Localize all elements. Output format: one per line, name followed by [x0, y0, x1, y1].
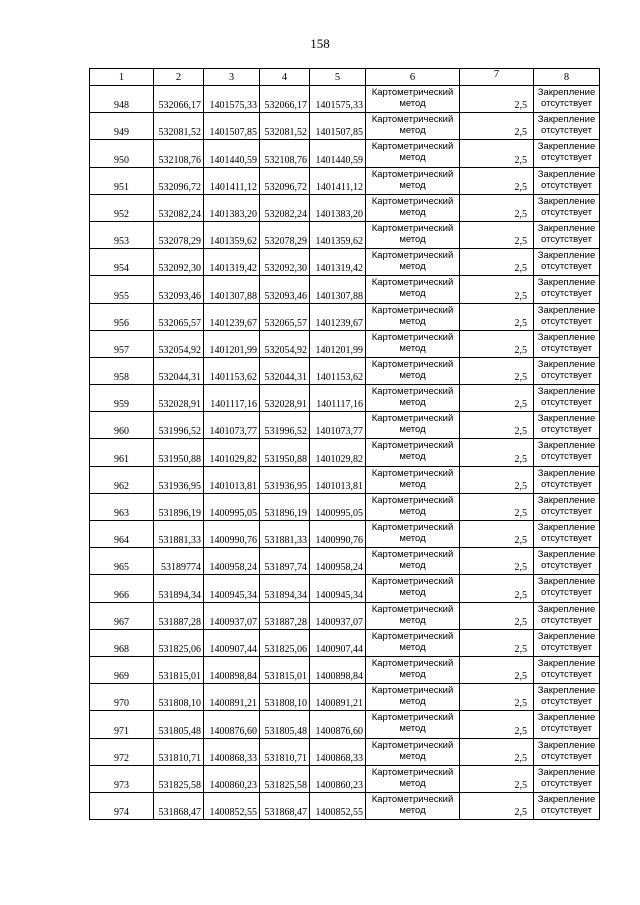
- table-row: [90, 711, 600, 738]
- y-coordinate-cell: 1400852,55: [204, 792, 260, 819]
- y-coordinate-cell: 1401117,16: [204, 385, 260, 412]
- x-coordinate-cell: 531825,58: [260, 765, 310, 792]
- method-cell: Картометрический метод: [366, 86, 460, 113]
- y-coordinate-cell: 1401411,12: [310, 167, 366, 194]
- fixing-cell: Закрепление отсутствует: [534, 629, 600, 656]
- y-coordinate-cell: 1400860,23: [204, 765, 260, 792]
- x-coordinate-cell: 531996,52: [154, 412, 204, 439]
- table-row: [90, 276, 600, 303]
- y-coordinate-cell: 1400868,33: [204, 738, 260, 765]
- accuracy-cell: 2,5: [460, 249, 534, 276]
- table-row: [90, 738, 600, 765]
- x-coordinate-cell: 532054,92: [260, 330, 310, 357]
- table-row: [90, 466, 600, 493]
- y-coordinate-cell: 1400907,44: [204, 629, 260, 656]
- y-coordinate-cell: 1401507,85: [204, 113, 260, 140]
- table-row: [90, 303, 600, 330]
- method-cell: Картометрический метод: [366, 466, 460, 493]
- fixing-cell: Закрепление отсутствует: [534, 167, 600, 194]
- method-cell: Картометрический метод: [366, 357, 460, 384]
- x-coordinate-cell: 531825,06: [260, 629, 310, 656]
- y-coordinate-cell: 1400898,84: [310, 656, 366, 683]
- point-number-cell: 961: [90, 439, 154, 466]
- fixing-cell: Закрепление отсутствует: [534, 602, 600, 629]
- y-coordinate-cell: 1401201,99: [310, 330, 366, 357]
- x-coordinate-cell: 531881,33: [154, 521, 204, 548]
- table-row: [90, 221, 600, 248]
- fixing-cell: Закрепление отсутствует: [534, 140, 600, 167]
- fixing-cell: Закрепление отсутствует: [534, 684, 600, 711]
- table-row: [90, 412, 600, 439]
- x-coordinate-cell: 531894,34: [154, 575, 204, 602]
- y-coordinate-cell: 1400898,84: [204, 656, 260, 683]
- y-coordinate-cell: 1401575,33: [204, 86, 260, 113]
- y-coordinate-cell: 1401359,62: [310, 221, 366, 248]
- table-row: [90, 194, 600, 221]
- column-header: 6: [366, 69, 460, 86]
- accuracy-cell: 2,5: [460, 602, 534, 629]
- y-coordinate-cell: 1401319,42: [310, 249, 366, 276]
- point-number-cell: 964: [90, 521, 154, 548]
- point-number-cell: 951: [90, 167, 154, 194]
- x-coordinate-cell: 531950,88: [154, 439, 204, 466]
- accuracy-cell: 2,5: [460, 412, 534, 439]
- table-row: [90, 86, 600, 113]
- accuracy-cell: 2,5: [460, 303, 534, 330]
- table-row: [90, 792, 600, 819]
- x-coordinate-cell: 531805,48: [154, 711, 204, 738]
- y-coordinate-cell: 1400958,24: [310, 548, 366, 575]
- x-coordinate-cell: 532081,52: [260, 113, 310, 140]
- method-cell: Картометрический метод: [366, 303, 460, 330]
- y-coordinate-cell: 1401029,82: [310, 439, 366, 466]
- x-coordinate-cell: 532092,30: [154, 249, 204, 276]
- method-cell: Картометрический метод: [366, 521, 460, 548]
- x-coordinate-cell: 531825,58: [154, 765, 204, 792]
- x-coordinate-cell: 532092,30: [260, 249, 310, 276]
- table-row: [90, 357, 600, 384]
- accuracy-cell: 2,5: [460, 113, 534, 140]
- method-cell: Картометрический метод: [366, 629, 460, 656]
- method-cell: Картометрический метод: [366, 412, 460, 439]
- fixing-cell: Закрепление отсутствует: [534, 412, 600, 439]
- x-coordinate-cell: 531808,10: [260, 684, 310, 711]
- y-coordinate-cell: 1401201,99: [204, 330, 260, 357]
- y-coordinate-cell: 1400995,05: [310, 493, 366, 520]
- x-coordinate-cell: 531881,33: [260, 521, 310, 548]
- column-header: 3: [204, 69, 260, 86]
- table-row: [90, 521, 600, 548]
- x-coordinate-cell: 532054,92: [154, 330, 204, 357]
- table-row: [90, 493, 600, 520]
- x-coordinate-cell: 532096,72: [260, 167, 310, 194]
- fixing-cell: Закрепление отсутствует: [534, 194, 600, 221]
- fixing-cell: Закрепление отсутствует: [534, 493, 600, 520]
- y-coordinate-cell: 1401153,62: [310, 357, 366, 384]
- point-number-cell: 965: [90, 548, 154, 575]
- x-coordinate-cell: 532093,46: [260, 276, 310, 303]
- fixing-cell: Закрепление отсутствует: [534, 792, 600, 819]
- fixing-cell: Закрепление отсутствует: [534, 656, 600, 683]
- x-coordinate-cell: 531887,28: [260, 602, 310, 629]
- accuracy-cell: 2,5: [460, 385, 534, 412]
- point-number-cell: 970: [90, 684, 154, 711]
- method-cell: Картометрический метод: [366, 221, 460, 248]
- y-coordinate-cell: 1401307,88: [204, 276, 260, 303]
- x-coordinate-cell: 532082,24: [260, 194, 310, 221]
- x-coordinate-cell: 531996,52: [260, 412, 310, 439]
- y-coordinate-cell: 1400990,76: [310, 521, 366, 548]
- x-coordinate-cell: 531808,10: [154, 684, 204, 711]
- accuracy-cell: 2,5: [460, 357, 534, 384]
- method-cell: Картометрический метод: [366, 385, 460, 412]
- y-coordinate-cell: 1400891,21: [310, 684, 366, 711]
- y-coordinate-cell: 1401013,81: [204, 466, 260, 493]
- y-coordinate-cell: 1400937,07: [310, 602, 366, 629]
- x-coordinate-cell: 532082,24: [154, 194, 204, 221]
- method-cell: Картометрический метод: [366, 439, 460, 466]
- point-number-cell: 966: [90, 575, 154, 602]
- x-coordinate-cell: 532028,91: [154, 385, 204, 412]
- y-coordinate-cell: 1401319,42: [204, 249, 260, 276]
- y-coordinate-cell: 1400958,24: [204, 548, 260, 575]
- x-coordinate-cell: 531810,71: [260, 738, 310, 765]
- table-row: [90, 548, 600, 575]
- point-number-cell: 962: [90, 466, 154, 493]
- fixing-cell: Закрепление отсутствует: [534, 303, 600, 330]
- x-coordinate-cell: 532081,52: [154, 113, 204, 140]
- y-coordinate-cell: 1401307,88: [310, 276, 366, 303]
- table-row: [90, 113, 600, 140]
- accuracy-cell: 2,5: [460, 140, 534, 167]
- table-body: [90, 86, 600, 820]
- accuracy-cell: 2,5: [460, 493, 534, 520]
- y-coordinate-cell: 1400995,05: [204, 493, 260, 520]
- x-coordinate-cell: 531936,95: [154, 466, 204, 493]
- fixing-cell: Закрепление отсутствует: [534, 765, 600, 792]
- accuracy-cell: 2,5: [460, 738, 534, 765]
- x-coordinate-cell: 531936,95: [260, 466, 310, 493]
- column-header: 4: [260, 69, 310, 86]
- y-coordinate-cell: 1400868,33: [310, 738, 366, 765]
- point-number-cell: 972: [90, 738, 154, 765]
- x-coordinate-cell: 531815,01: [260, 656, 310, 683]
- accuracy-cell: 2,5: [460, 765, 534, 792]
- accuracy-cell: 2,5: [460, 439, 534, 466]
- y-coordinate-cell: 1401507,85: [310, 113, 366, 140]
- method-cell: Картометрический метод: [366, 602, 460, 629]
- x-coordinate-cell: 532065,57: [260, 303, 310, 330]
- x-coordinate-cell: 532065,57: [154, 303, 204, 330]
- x-coordinate-cell: 532044,31: [260, 357, 310, 384]
- method-cell: Картометрический метод: [366, 575, 460, 602]
- point-number-cell: 967: [90, 602, 154, 629]
- x-coordinate-cell: 532044,31: [154, 357, 204, 384]
- x-coordinate-cell: 532066,17: [260, 86, 310, 113]
- page-number: 158: [310, 36, 330, 51]
- method-cell: Картометрический метод: [366, 249, 460, 276]
- table-row: [90, 575, 600, 602]
- y-coordinate-cell: 1401073,77: [310, 412, 366, 439]
- column-header: 8: [534, 69, 600, 86]
- point-number-cell: 974: [90, 792, 154, 819]
- fixing-cell: Закрепление отсутствует: [534, 330, 600, 357]
- point-number-cell: 963: [90, 493, 154, 520]
- x-coordinate-cell: 531896,19: [260, 493, 310, 520]
- point-number-cell: 969: [90, 656, 154, 683]
- method-cell: Картометрический метод: [366, 684, 460, 711]
- table-row: [90, 765, 600, 792]
- point-number-cell: 954: [90, 249, 154, 276]
- accuracy-cell: 2,5: [460, 276, 534, 303]
- column-header: 5: [310, 69, 366, 86]
- x-coordinate-cell: 532078,29: [154, 221, 204, 248]
- point-number-cell: 950: [90, 140, 154, 167]
- fixing-cell: Закрепление отсутствует: [534, 548, 600, 575]
- fixing-cell: Закрепление отсутствует: [534, 113, 600, 140]
- method-cell: Картометрический метод: [366, 765, 460, 792]
- y-coordinate-cell: 1401440,59: [204, 140, 260, 167]
- y-coordinate-cell: 1400860,23: [310, 765, 366, 792]
- table-header-row: [90, 69, 600, 86]
- method-cell: Картометрический метод: [366, 738, 460, 765]
- fixing-cell: Закрепление отсутствует: [534, 221, 600, 248]
- x-coordinate-cell: 532108,76: [154, 140, 204, 167]
- y-coordinate-cell: 1400891,21: [204, 684, 260, 711]
- accuracy-cell: 2,5: [460, 521, 534, 548]
- coordinates-table: [89, 68, 600, 820]
- x-coordinate-cell: 532078,29: [260, 221, 310, 248]
- y-coordinate-cell: 1400852,55: [310, 792, 366, 819]
- point-number-cell: 959: [90, 385, 154, 412]
- method-cell: Картометрический метод: [366, 140, 460, 167]
- fixing-cell: Закрепление отсутствует: [534, 86, 600, 113]
- x-coordinate-cell: 532108,76: [260, 140, 310, 167]
- table-row: [90, 656, 600, 683]
- point-number-cell: 968: [90, 629, 154, 656]
- x-coordinate-cell: 531868,47: [260, 792, 310, 819]
- y-coordinate-cell: 1401239,67: [310, 303, 366, 330]
- y-coordinate-cell: 1401029,82: [204, 439, 260, 466]
- point-number-cell: 955: [90, 276, 154, 303]
- y-coordinate-cell: 1401239,67: [204, 303, 260, 330]
- method-cell: Картометрический метод: [366, 548, 460, 575]
- accuracy-cell: 2,5: [460, 167, 534, 194]
- y-coordinate-cell: 1401411,12: [204, 167, 260, 194]
- x-coordinate-cell: 531897,74: [260, 548, 310, 575]
- fixing-cell: Закрепление отсутствует: [534, 357, 600, 384]
- y-coordinate-cell: 1400876,60: [204, 711, 260, 738]
- y-coordinate-cell: 1401440,59: [310, 140, 366, 167]
- point-number-cell: 958: [90, 357, 154, 384]
- accuracy-cell: 2,5: [460, 656, 534, 683]
- x-coordinate-cell: 531825,06: [154, 629, 204, 656]
- x-coordinate-cell: 531868,47: [154, 792, 204, 819]
- method-cell: Картометрический метод: [366, 711, 460, 738]
- point-number-cell: 949: [90, 113, 154, 140]
- table-row: [90, 439, 600, 466]
- accuracy-cell: 2,5: [460, 466, 534, 493]
- x-coordinate-cell: 531896,19: [154, 493, 204, 520]
- x-coordinate-cell: 53189774: [154, 548, 204, 575]
- x-coordinate-cell: 532093,46: [154, 276, 204, 303]
- fixing-cell: Закрепление отсутствует: [534, 711, 600, 738]
- x-coordinate-cell: 532096,72: [154, 167, 204, 194]
- fixing-cell: Закрепление отсутствует: [534, 575, 600, 602]
- x-coordinate-cell: 531815,01: [154, 656, 204, 683]
- method-cell: Картометрический метод: [366, 792, 460, 819]
- point-number-cell: 953: [90, 221, 154, 248]
- y-coordinate-cell: 1401117,16: [310, 385, 366, 412]
- y-coordinate-cell: 1401383,20: [310, 194, 366, 221]
- method-cell: Картометрический метод: [366, 113, 460, 140]
- fixing-cell: Закрепление отсутствует: [534, 521, 600, 548]
- x-coordinate-cell: 531810,71: [154, 738, 204, 765]
- point-number-cell: 960: [90, 412, 154, 439]
- point-number-cell: 948: [90, 86, 154, 113]
- table-row: [90, 629, 600, 656]
- accuracy-cell: 2,5: [460, 86, 534, 113]
- x-coordinate-cell: 532066,17: [154, 86, 204, 113]
- method-cell: Картометрический метод: [366, 493, 460, 520]
- table-row: [90, 602, 600, 629]
- y-coordinate-cell: 1401575,33: [310, 86, 366, 113]
- accuracy-cell: 2,5: [460, 684, 534, 711]
- fixing-cell: Закрепление отсутствует: [534, 385, 600, 412]
- method-cell: Картометрический метод: [366, 167, 460, 194]
- accuracy-cell: 2,5: [460, 711, 534, 738]
- table-row: [90, 330, 600, 357]
- point-number-cell: 957: [90, 330, 154, 357]
- fixing-cell: Закрепление отсутствует: [534, 738, 600, 765]
- fixing-cell: Закрепление отсутствует: [534, 466, 600, 493]
- accuracy-cell: 2,5: [460, 629, 534, 656]
- table-row: [90, 249, 600, 276]
- y-coordinate-cell: 1401073,77: [204, 412, 260, 439]
- y-coordinate-cell: 1400945,34: [204, 575, 260, 602]
- point-number-cell: 973: [90, 765, 154, 792]
- method-cell: Картометрический метод: [366, 656, 460, 683]
- y-coordinate-cell: 1400907,44: [310, 629, 366, 656]
- accuracy-cell: 2,5: [460, 194, 534, 221]
- fixing-cell: Закрепление отсутствует: [534, 276, 600, 303]
- method-cell: Картометрический метод: [366, 194, 460, 221]
- y-coordinate-cell: 1400937,07: [204, 602, 260, 629]
- table-row: [90, 167, 600, 194]
- fixing-cell: Закрепление отсутствует: [534, 249, 600, 276]
- point-number-cell: 952: [90, 194, 154, 221]
- method-cell: Картометрический метод: [366, 276, 460, 303]
- column-header: 2: [154, 69, 204, 86]
- column-header: 7: [460, 69, 534, 86]
- table-row: [90, 684, 600, 711]
- point-number-cell: 971: [90, 711, 154, 738]
- method-cell: Картометрический метод: [366, 330, 460, 357]
- x-coordinate-cell: 531894,34: [260, 575, 310, 602]
- accuracy-cell: 2,5: [460, 548, 534, 575]
- x-coordinate-cell: 532028,91: [260, 385, 310, 412]
- y-coordinate-cell: 1400945,34: [310, 575, 366, 602]
- y-coordinate-cell: 1401359,62: [204, 221, 260, 248]
- table-row: [90, 140, 600, 167]
- y-coordinate-cell: 1400876,60: [310, 711, 366, 738]
- column-header: 1: [90, 69, 154, 86]
- y-coordinate-cell: 1400990,76: [204, 521, 260, 548]
- x-coordinate-cell: 531950,88: [260, 439, 310, 466]
- y-coordinate-cell: 1401013,81: [310, 466, 366, 493]
- accuracy-cell: 2,5: [460, 221, 534, 248]
- accuracy-cell: 2,5: [460, 575, 534, 602]
- y-coordinate-cell: 1401153,62: [204, 357, 260, 384]
- x-coordinate-cell: 531805,48: [260, 711, 310, 738]
- accuracy-cell: 2,5: [460, 330, 534, 357]
- fixing-cell: Закрепление отсутствует: [534, 439, 600, 466]
- x-coordinate-cell: 531887,28: [154, 602, 204, 629]
- accuracy-cell: 2,5: [460, 792, 534, 819]
- table-row: [90, 385, 600, 412]
- point-number-cell: 956: [90, 303, 154, 330]
- y-coordinate-cell: 1401383,20: [204, 194, 260, 221]
